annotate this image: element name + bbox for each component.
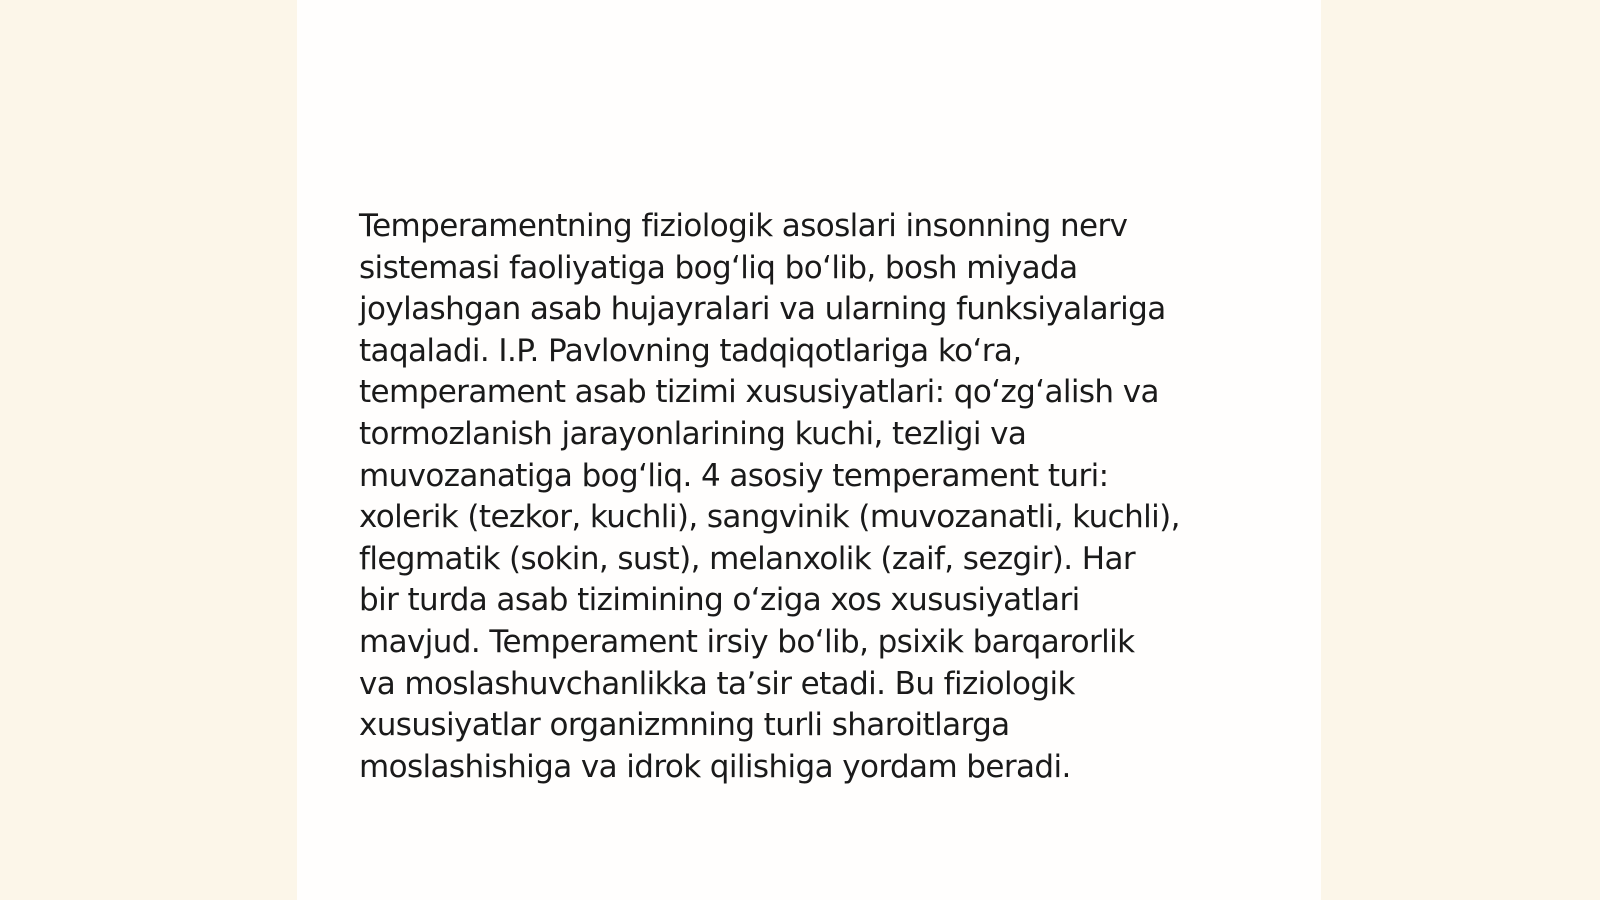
text-line: flegmatik (sokin, sust), melanxolik (zaif, sezgir). Har [359, 540, 1135, 577]
slide-body-text [359, 206, 1259, 788]
text-line: xolerik (tezkor, kuchli), sangvinik (muvozanatli, kuchli), [359, 499, 1180, 536]
text-line: muvozanatiga bog‘liq. 4 asosiy temperament turi: [359, 457, 1109, 494]
text-line: xususiyatlar organizmning turli sharoitlarga [359, 707, 1010, 744]
text-line: sistemasi faoliyatiga bog‘liq bo‘lib, bosh miyada [359, 249, 1078, 286]
text-line: mavjud. Temperament irsiy bo‘lib, psixik barqarorlik [359, 623, 1135, 660]
text-line: va moslashuvchanlikka ta’sir etadi. Bu fiziologik [359, 665, 1075, 702]
text-line: moslashishiga va idrok qilishiga yordam beradi. [359, 748, 1071, 785]
text-line: temperament asab tizimi xususiyatlari: qo‘zg‘alish va [359, 374, 1159, 411]
text-line: tormozlanish jarayonlarining kuchi, tezligi va [359, 415, 1027, 452]
text-line: joylashgan asab hujayralari va ularning funksiyalariga [359, 291, 1166, 328]
text-line: taqaladi. I.P. Pavlovning tadqiqotlariga ko‘ra, [359, 332, 1022, 369]
slide [297, 0, 1321, 900]
text-line: Temperamentning fiziologik asoslari insonning nerv [359, 208, 1128, 244]
text-line: bir turda asab tizimining o‘ziga xos xususiyatlari [359, 582, 1080, 619]
